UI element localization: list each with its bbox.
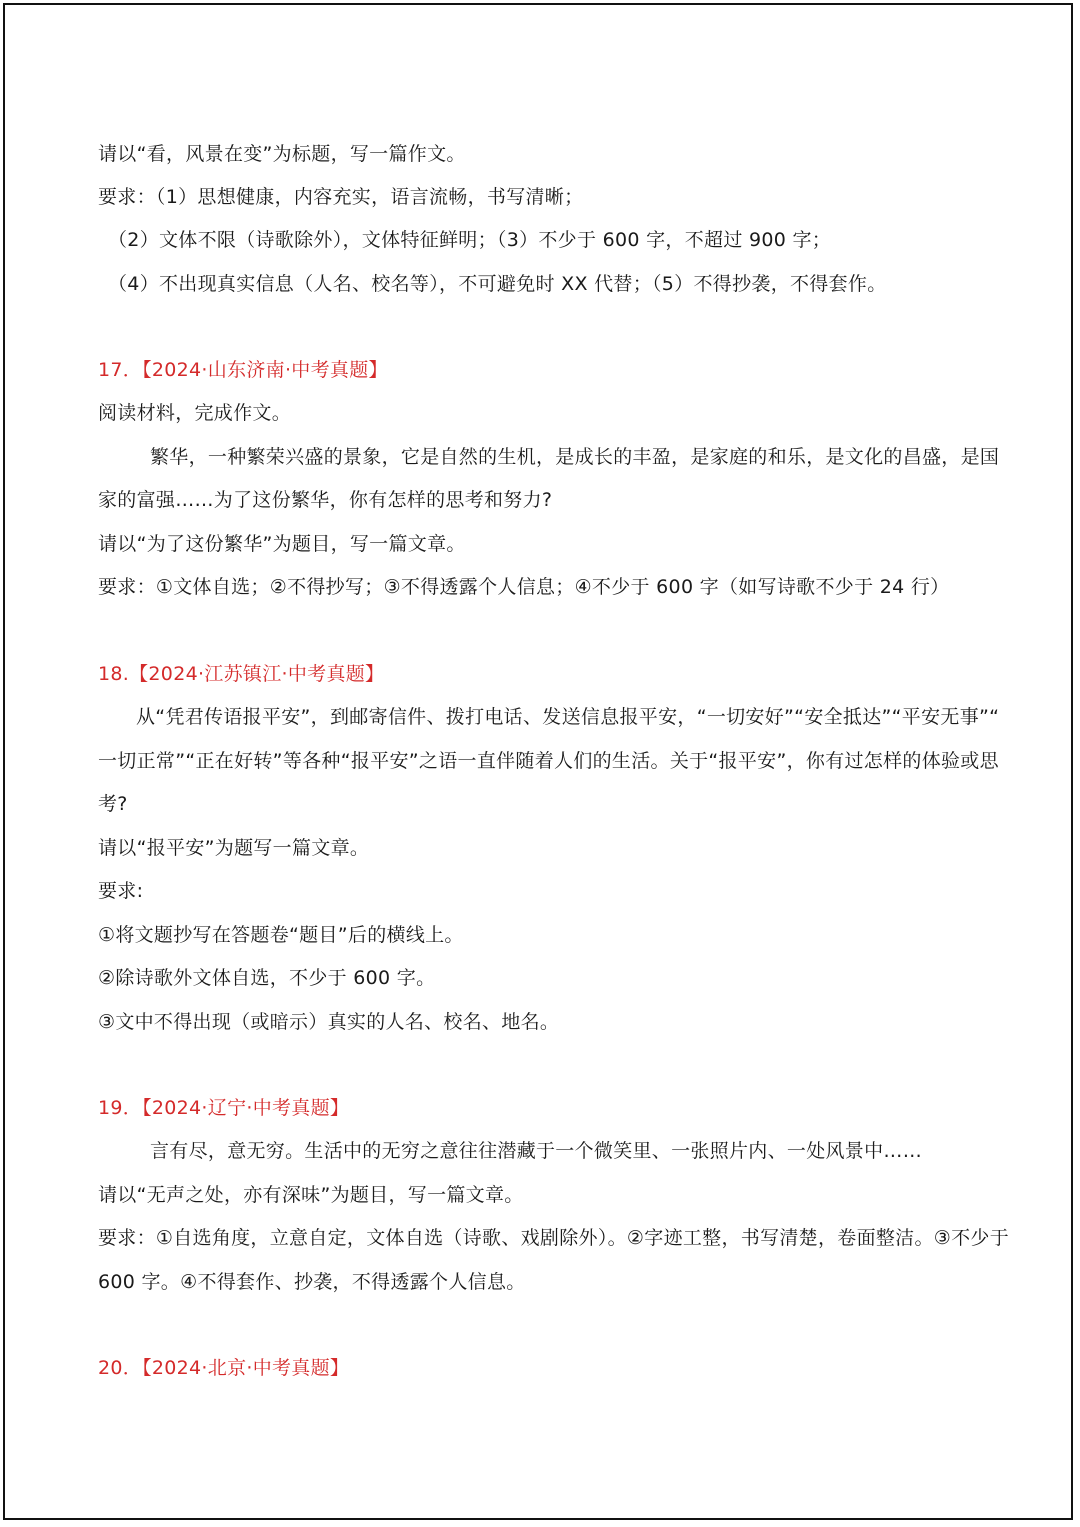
q19-requirements-line-2: 600 字。④不得套作、抄袭，不得透露个人信息。 [98,1271,526,1293]
q17-prompt: 请以“为了这份繁华”为题目，写一篇文章。 [98,533,466,555]
q17-material-line-1: 繁华，一种繁荣兴盛的景象，它是自然的生机，是成长的丰盈，是家庭的和乐，是文化的昌盛，是国 [150,446,1000,468]
q20-heading: 20．【2024·北京·中考真题】 [98,1357,350,1379]
q18-prompt: 请以“报平安”为题写一篇文章。 [98,837,370,859]
q19-requirements-line-1: 要求：①自选角度，立意自定，文体自选（诗歌、戏剧除外）。②字迹工整，书写清楚，卷面整洁。③不少于 [98,1227,1010,1249]
q18-material-line-1: 从“凭君传语报平安”，到邮寄信件、拨打电话、发送信息报平安，“一切安好”“安全抵达”“平安无事”“ [136,706,1000,728]
q18-material-line-2: 一切正常”“正在好转”等各种“报平安”之语一直伴随着人们的生活。关于“报平安”，你有过怎样的体验或思 [98,750,999,772]
q17-material-line-2: 家的富强……为了这份繁华，你有怎样的思考和努力? [98,489,553,511]
q18-heading: 18.【2024·江苏镇江·中考真题】 [98,663,385,685]
q18-requirements-label: 要求: [98,880,144,902]
q16-prompt: 请以“看，风景在变”为标题，写一篇作文。 [98,143,466,165]
q19-prompt: 请以“无声之处，亦有深味”为题目，写一篇文章。 [98,1184,524,1206]
q19-heading: 19．【2024·辽宁·中考真题】 [98,1097,350,1119]
q18-requirement-1: ①将文题抄写在答题卷“题目”后的横线上。 [98,924,464,946]
q17-requirements: 要求：①文体自选；②不得抄写；③不得透露个人信息；④不少于 600 字（如写诗歌不少于 24 行） [98,576,950,598]
q18-requirement-3: ③文中不得出现（或暗示）真实的人名、校名、地名。 [98,1011,560,1033]
q16-requirement-3: （4）不出现真实信息（人名、校名等），不可避免时 XX 代替；（5）不得抄袭，不得套作。 [108,273,887,295]
q17-heading: 17．【2024·山东济南·中考真题】 [98,359,388,381]
q19-material: 言有尽，意无穷。生活中的无穷之意往往潜藏于一个微笑里、一张照片内、一处风景中…… [150,1140,923,1162]
q18-requirement-2: ②除诗歌外文体自选，不少于 600 字。 [98,967,436,989]
q16-requirement-2: （2）文体不限（诗歌除外），文体特征鲜明；（3）不少于 600 字，不超过 900 字； [108,229,832,251]
q16-requirement-1: 要求：（1）思想健康，内容充实，语言流畅，书写清晰； [98,186,584,208]
q17-instruction: 阅读材料，完成作文。 [98,402,292,424]
q18-material-line-3: 考? [98,793,128,815]
